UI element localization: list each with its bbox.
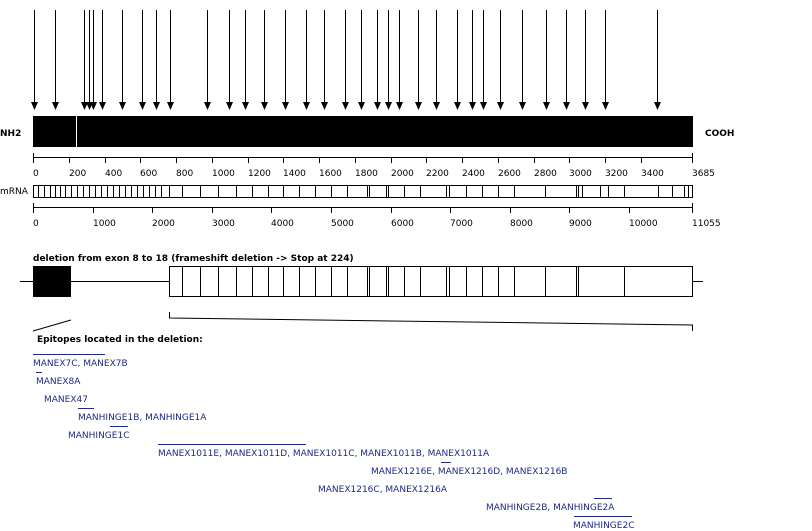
epitope-label: MANHINGE1C <box>68 431 130 441</box>
epitope-label: MANHINGE1B, MANHINGE1A <box>78 413 207 423</box>
position-arrow <box>582 10 589 110</box>
epitope-label: MANHINGE2B, MANHINGE2A <box>486 503 615 513</box>
cooh-label: COOH <box>705 129 735 139</box>
mrna-ruler-tick-label: 4000 <box>271 219 294 229</box>
protein-ruler-tick-label: 1200 <box>248 169 271 179</box>
arrow-head <box>497 102 504 110</box>
zoom-line-left <box>33 320 71 331</box>
epitope-label: MANEX1216E, MANEX1216D, MANEX1216B <box>371 467 568 477</box>
arrow-head <box>433 102 440 110</box>
position-arrow <box>654 10 661 110</box>
position-arrow <box>374 10 381 110</box>
position-arrow <box>563 10 570 110</box>
mrna-label: mRNA <box>0 187 28 197</box>
arrow-head <box>342 102 349 110</box>
arrow-head <box>358 102 365 110</box>
protein-ruler-tick-label: 2800 <box>534 169 557 179</box>
position-arrow <box>119 10 126 110</box>
arrow-head <box>52 102 59 110</box>
epitope-label: MANEX8A <box>36 377 81 387</box>
arrow-head <box>563 102 570 110</box>
arrow-head <box>119 102 126 110</box>
mrna-ruler-tick-label: 2000 <box>152 219 175 229</box>
arrow-head <box>415 102 422 110</box>
protein-ruler-tick-label: 0 <box>33 169 39 179</box>
epitope-label: MANEX1011E, MANEX1011D, MANEX1011C, MANEX1011B, MANEX1011A <box>158 449 490 459</box>
protein-ruler-tick-label: 600 <box>140 169 158 179</box>
protein-ruler-tick-label: 3000 <box>569 169 592 179</box>
position-arrow <box>52 10 59 110</box>
protein-ruler-tick-label: 400 <box>105 169 123 179</box>
epitope-label: MANEX47 <box>44 395 88 405</box>
mrna-ruler-tick-label: 1000 <box>93 219 116 229</box>
protein-ruler-tick-label: 3400 <box>641 169 664 179</box>
protein-ruler <box>33 153 715 179</box>
arrow-head <box>321 102 328 110</box>
position-arrow <box>385 10 392 110</box>
mrna-ruler-tick-label: 0 <box>33 219 39 229</box>
protein-ruler-tick-label: 1400 <box>283 169 306 179</box>
retained-3prime-block <box>170 267 693 297</box>
mrna-ruler-tick-label: 7000 <box>450 219 473 229</box>
protein-ruler-tick-label: 2200 <box>426 169 449 179</box>
arrow-head <box>396 102 403 110</box>
position-arrow <box>497 10 504 110</box>
protein-ruler-tick-label: 3685 <box>692 169 715 179</box>
epitope-label: MANEX1216C, MANEX1216A <box>318 485 447 495</box>
position-arrow <box>99 10 106 110</box>
mrna-ruler-tick-label: 6000 <box>391 219 414 229</box>
position-arrow <box>204 10 211 110</box>
position-arrow <box>261 10 268 110</box>
position-arrow <box>342 10 349 110</box>
position-arrow <box>454 10 461 110</box>
position-arrow <box>543 10 550 110</box>
mrna-ruler-tick-label: 11055 <box>692 219 721 229</box>
arrow-head <box>469 102 476 110</box>
arrow-head <box>167 102 174 110</box>
epitope-label: MANHINGE2C <box>573 521 635 531</box>
arrow-head <box>204 102 211 110</box>
position-arrow <box>86 10 93 110</box>
position-arrow <box>433 10 440 110</box>
arrow-head <box>31 102 38 110</box>
nh2-label: NH2 <box>0 129 22 139</box>
position-arrow <box>90 10 97 110</box>
protein-bar <box>33 116 693 147</box>
position-arrow <box>226 10 233 110</box>
protein-ruler-tick-label: 1000 <box>212 169 235 179</box>
mrna-ruler-tick-label: 9000 <box>569 219 592 229</box>
position-arrow <box>321 10 328 110</box>
arrow-head <box>543 102 550 110</box>
zoom-line-right <box>170 312 693 331</box>
arrow-head <box>385 102 392 110</box>
arrow-head <box>226 102 233 110</box>
position-arrow <box>282 10 289 110</box>
arrow-head <box>261 102 268 110</box>
mrna-ruler <box>33 203 721 229</box>
arrow-head <box>99 102 106 110</box>
arrow-head <box>153 102 160 110</box>
protein-ruler-tick-label: 1800 <box>355 169 378 179</box>
arrow-head <box>454 102 461 110</box>
protein-ruler-tick-label: 2000 <box>391 169 414 179</box>
protein-ruler-tick-label: 200 <box>69 169 87 179</box>
position-arrow <box>167 10 174 110</box>
mrna-ruler-tick-label: 3000 <box>212 219 235 229</box>
protein-position-arrows <box>31 10 661 110</box>
arrow-head <box>480 102 487 110</box>
position-arrow <box>396 10 403 110</box>
position-arrow <box>303 10 310 110</box>
protein-ruler-tick-label: 2600 <box>498 169 521 179</box>
position-arrow <box>81 10 88 110</box>
retained-5prime-block <box>33 266 71 297</box>
position-arrow <box>153 10 160 110</box>
epitopes-heading: Epitopes located in the deletion: <box>37 335 203 345</box>
arrow-head <box>582 102 589 110</box>
epitope-label: MANEX7C, MANEX7B <box>33 359 128 369</box>
protein-ruler-tick-label: 2400 <box>462 169 485 179</box>
protein-ruler-tick-label: 1600 <box>319 169 342 179</box>
mrna-ruler-tick-label: 10000 <box>629 219 658 229</box>
protein-ruler-tick-label: 800 <box>176 169 194 179</box>
arrow-head <box>242 102 249 110</box>
protein-ruler-tick-label: 3200 <box>605 169 628 179</box>
arrow-head <box>654 102 661 110</box>
deletion-diagram <box>33 266 693 297</box>
position-arrow <box>139 10 146 110</box>
position-arrow <box>415 10 422 110</box>
position-arrow <box>358 10 365 110</box>
arrow-head <box>303 102 310 110</box>
mrna-bar <box>34 186 693 198</box>
position-arrow <box>602 10 609 110</box>
deletion-title: deletion from exon 8 to 18 (frameshift deletion -> Stop at 224) <box>33 254 354 264</box>
position-arrow <box>242 10 249 110</box>
position-arrow <box>469 10 476 110</box>
position-arrow <box>31 10 38 110</box>
arrow-head <box>374 102 381 110</box>
arrow-head <box>602 102 609 110</box>
arrow-head <box>282 102 289 110</box>
arrow-head <box>139 102 146 110</box>
epitope-list <box>33 355 634 531</box>
arrow-head <box>519 102 526 110</box>
mrna-ruler-tick-label: 8000 <box>510 219 533 229</box>
position-arrow <box>519 10 526 110</box>
position-arrow <box>480 10 487 110</box>
mrna-ruler-tick-label: 5000 <box>331 219 354 229</box>
